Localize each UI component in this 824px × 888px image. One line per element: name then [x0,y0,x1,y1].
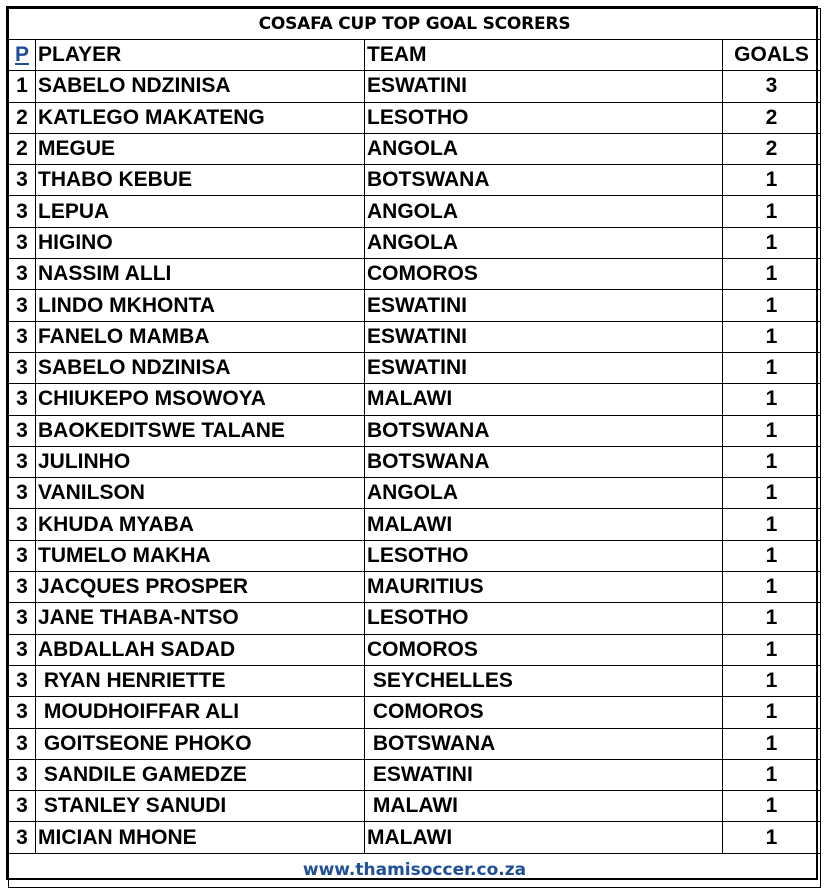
table-row [9,572,821,603]
footer-row [9,853,821,887]
table-row [9,102,821,133]
player-cell: FANELO MAMBA [36,321,365,352]
team-cell: BOTSWANA [365,446,723,477]
goals-cell: 1 [723,665,821,696]
goals-cell: 1 [723,196,821,227]
position-cell: 3 [9,196,36,227]
goals-cell: 1 [723,478,821,509]
goals-cell: 1 [723,572,821,603]
table-row [9,665,821,696]
goals-cell: 1 [723,728,821,759]
table-row [9,352,821,383]
team-cell: BOTSWANA [365,415,723,446]
position-cell: 3 [9,697,36,728]
table-row [9,509,821,540]
player-cell: NASSIM ALLI [36,259,365,290]
player-cell: JANE THABA-NTSO [36,603,365,634]
team-cell: BOTSWANA [365,165,723,196]
position-cell: 3 [9,165,36,196]
position-cell: 3 [9,540,36,571]
goals-cell: 1 [723,165,821,196]
player-cell: THABO KEBUE [36,165,365,196]
team-cell: ESWATINI [365,759,723,790]
player-cell: KHUDA MYABA [36,509,365,540]
team-cell: LESOTHO [365,603,723,634]
position-column-header[interactable]: P [9,40,36,71]
position-cell: 3 [9,321,36,352]
goals-cell: 1 [723,446,821,477]
position-cell: 2 [9,133,36,164]
player-cell: MEGUE [36,133,365,164]
goals-cell: 1 [723,290,821,321]
goals-cell: 1 [723,697,821,728]
goals-cell: 1 [723,603,821,634]
table-row [9,728,821,759]
player-cell: JACQUES PROSPER [36,572,365,603]
team-cell: ESWATINI [365,290,723,321]
team-cell: MALAWI [365,509,723,540]
player-cell: MICIAN MHONE [36,822,365,853]
player-cell: HIGINO [36,227,365,258]
position-cell: 3 [9,384,36,415]
team-cell: LESOTHO [365,102,723,133]
title-row [9,9,821,40]
position-cell: 3 [9,603,36,634]
position-cell: 3 [9,728,36,759]
goals-cell: 1 [723,791,821,822]
player-cell: SABELO NDZINISA [36,352,365,383]
position-cell: 3 [9,791,36,822]
goals-cell: 1 [723,227,821,258]
player-cell: JULINHO [36,446,365,477]
player-cell: RYAN HENRIETTE [36,665,365,696]
position-cell: 3 [9,290,36,321]
table-row [9,384,821,415]
player-cell: STANLEY SANUDI [36,791,365,822]
team-column-header: TEAM [365,40,723,71]
position-cell: 3 [9,759,36,790]
team-cell: MALAWI [365,822,723,853]
position-cell: 3 [9,446,36,477]
team-cell: MALAWI [365,384,723,415]
table-row [9,321,821,352]
table-row [9,540,821,571]
player-cell: VANILSON [36,478,365,509]
goals-cell: 1 [723,352,821,383]
table-row [9,697,821,728]
goals-cell: 1 [723,415,821,446]
goals-cell: 1 [723,634,821,665]
table-title: COSAFA CUP TOP GOAL SCORERS [9,9,821,40]
team-cell: COMOROS [365,259,723,290]
team-cell: LESOTHO [365,540,723,571]
table-row [9,446,821,477]
table-row [9,822,821,853]
scorers-sheet [6,6,818,880]
goals-cell: 2 [723,133,821,164]
table-row [9,196,821,227]
player-cell: CHIUKEPO MSOWOYA [36,384,365,415]
team-cell: ESWATINI [365,321,723,352]
position-cell: 3 [9,822,36,853]
position-cell: 3 [9,415,36,446]
table-row [9,290,821,321]
goals-cell: 1 [723,321,821,352]
table-row [9,71,821,102]
position-cell: 3 [9,634,36,665]
player-cell: LEPUA [36,196,365,227]
goals-column-header: GOALS [723,40,821,71]
team-cell: ANGOLA [365,133,723,164]
table-row [9,165,821,196]
goals-cell: 1 [723,509,821,540]
position-cell: 2 [9,102,36,133]
table-row [9,227,821,258]
table-row [9,634,821,665]
table-row [9,415,821,446]
player-cell: SABELO NDZINISA [36,71,365,102]
team-cell: COMOROS [365,697,723,728]
team-cell: ANGOLA [365,478,723,509]
goals-cell: 1 [723,540,821,571]
position-cell: 3 [9,509,36,540]
team-cell: MALAWI [365,791,723,822]
position-cell: 3 [9,572,36,603]
player-cell: TUMELO MAKHA [36,540,365,571]
player-column-header: PLAYER [36,40,365,71]
player-cell: MOUDHOIFFAR ALI [36,697,365,728]
goals-cell: 3 [723,71,821,102]
position-cell: 3 [9,665,36,696]
table-row [9,133,821,164]
team-cell: COMOROS [365,634,723,665]
player-cell: GOITSEONE PHOKO [36,728,365,759]
table-row [9,759,821,790]
website-footer[interactable]: www.thamisoccer.co.za [9,853,821,887]
table-row [9,478,821,509]
goals-cell: 2 [723,102,821,133]
goals-cell: 1 [723,822,821,853]
player-cell: ABDALLAH SADAD [36,634,365,665]
team-cell: ANGOLA [365,227,723,258]
header-row [9,40,821,71]
position-cell: 3 [9,227,36,258]
player-cell: LINDO MKHONTA [36,290,365,321]
player-cell: SANDILE GAMEDZE [36,759,365,790]
team-cell: ESWATINI [365,352,723,383]
goals-cell: 1 [723,384,821,415]
goals-cell: 1 [723,759,821,790]
team-cell: MAURITIUS [365,572,723,603]
table-row [9,791,821,822]
team-cell: BOTSWANA [365,728,723,759]
position-cell: 3 [9,259,36,290]
team-cell: SEYCHELLES [365,665,723,696]
team-cell: ANGOLA [365,196,723,227]
player-cell: KATLEGO MAKATENG [36,102,365,133]
scorers-table [8,8,821,888]
position-cell: 3 [9,352,36,383]
team-cell: ESWATINI [365,71,723,102]
player-cell: BAOKEDITSWE TALANE [36,415,365,446]
position-cell: 1 [9,71,36,102]
table-row [9,259,821,290]
position-cell: 3 [9,478,36,509]
goals-cell: 1 [723,259,821,290]
table-row [9,603,821,634]
